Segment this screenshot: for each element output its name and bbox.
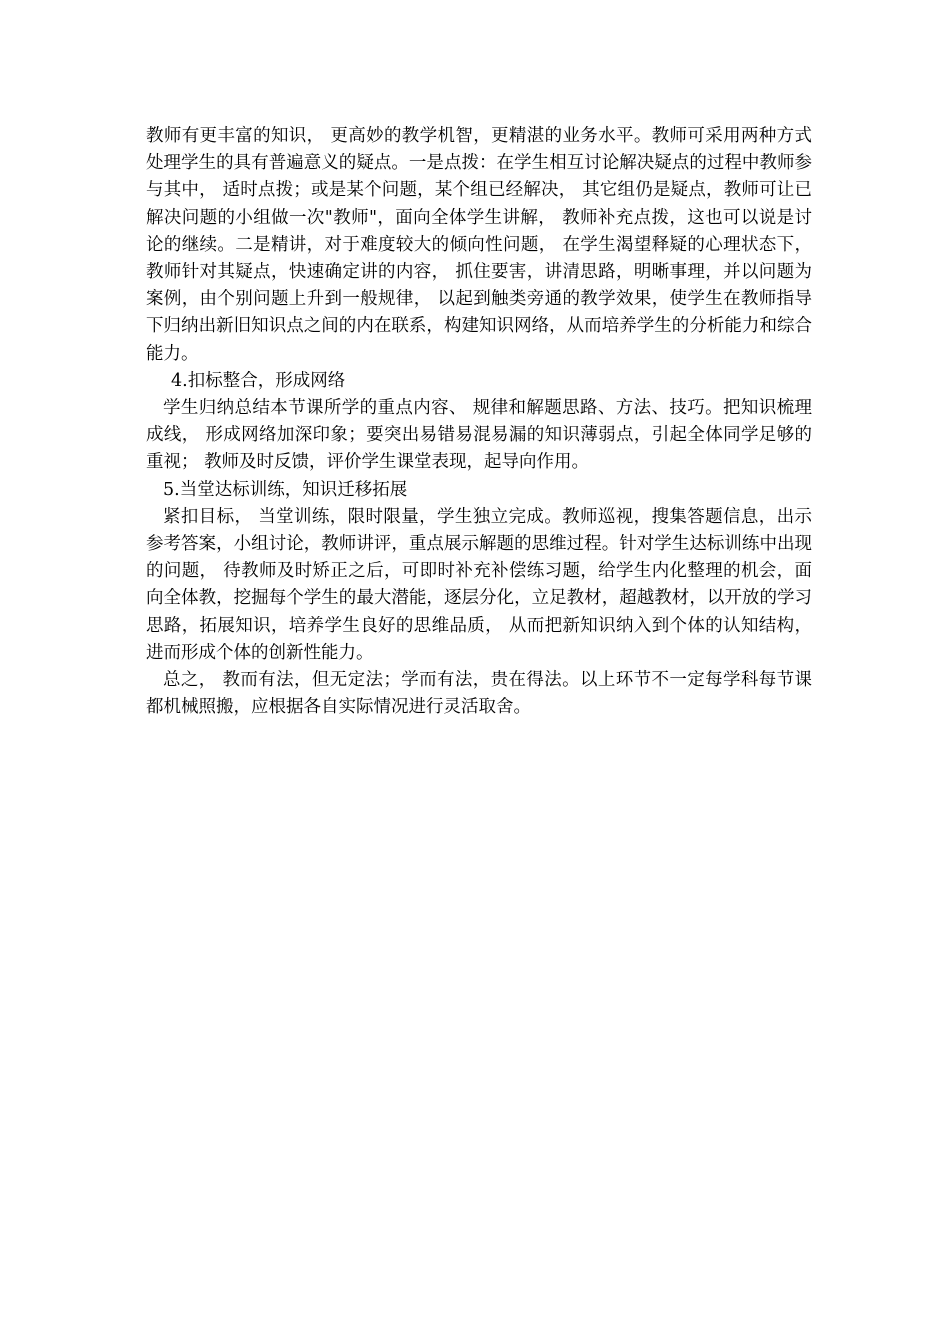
heading-step-5: 5.当堂达标训练，知识迁移拓展 bbox=[163, 479, 408, 500]
paragraph-summary: 总之， 教而有法，但无定法；学而有法，贵在得法。以上环节不一定每学科每节课都机械照搬，应根据各自实际情况进行灵活取舍。 bbox=[146, 670, 812, 718]
paragraph-step-4: 学生归纳总结本节课所学的重点内容、 规律和解题思路、方法、技巧。把知识梳理成线， 形成网络加深印象；要突出易错易混易漏的知识薄弱点，引起全体同学足够的重视； 教师及时反馈，评价学生课堂表现，起导向作用。 bbox=[146, 398, 812, 473]
heading-step-4: 4.扣标整合，形成网络 bbox=[171, 370, 346, 391]
document-body bbox=[146, 123, 812, 721]
paragraph-step-5: 紧扣目标， 当堂训练，限时限量，学生独立完成。教师巡视，搜集答题信息，出示参考答案，小组讨论，教师讲评，重点展示解题的思维过程。针对学生达标训练中出现的问题， 待教师及时矫正之后，可即时补充补偿练习题，给学生内化整理的机会，面向全体教，挖掘每个学生的最大潜能，逐层分化，立足教材，超越教材，以开放的学习思路，拓展知识，培养学生良好的思维品质， 从而把新知识纳入到个体的认知结构，进而形成个体的创新性能力。 bbox=[146, 506, 812, 663]
paragraph-teacher-guidance: 教师有更丰富的知识， 更高妙的教学机智，更精湛的业务水平。教师可采用两种方式处理学生的具有普遍意义的疑点。一是点拨：在学生相互讨论解决疑点的过程中教师参与其中， 适时点拨；或是某个问题，某个组已经解决， 其它组仍是疑点，教师可让已解决问题的小组做一次"教师"，面向全体学生讲解， 教师补充点拨，这也可以说是讨论的继续。二是精讲，对于难度较大的倾向性问题， 在学生渴望释疑的心理状态下，教师针对其疑点，快速确定讲的内容， 抓住要害，讲清思路，明晰事理，并以问题为案例，由个别问题上升到一般规律， 以起到触类旁通的教学效果，使学生在教师指导下归纳出新旧知识点之间的内在联系，构建知识网络，从而培养学生的分析能力和综合能力。 bbox=[146, 126, 812, 364]
